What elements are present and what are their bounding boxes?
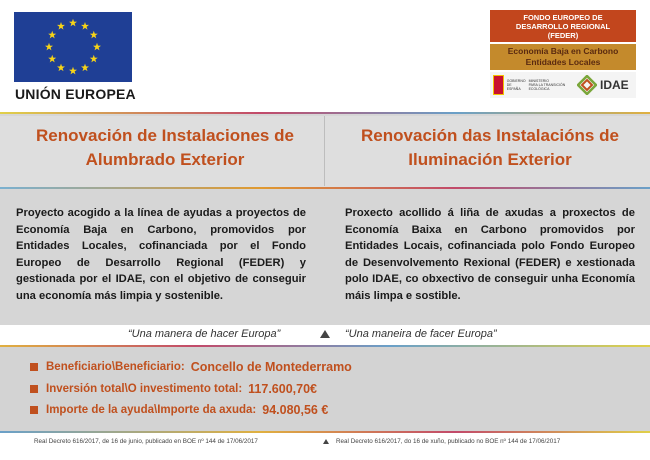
eu-star-icon	[93, 43, 101, 51]
info-row-investment	[30, 382, 317, 396]
gov-text-line: GOBIERNO	[506, 79, 526, 83]
gobierno-logo	[493, 75, 571, 95]
eu-star-icon	[57, 22, 65, 30]
color-rule	[0, 112, 650, 114]
feder-line: DESARROLLO REGIONAL	[515, 21, 611, 31]
column-divider	[324, 116, 325, 186]
info-row-beneficiary	[30, 360, 352, 374]
title-gl	[335, 124, 645, 172]
color-rule	[0, 187, 650, 189]
info-value: Concello de Montederramo	[190, 360, 352, 374]
gov-text-line: DE ESPAÑA	[506, 83, 521, 91]
feder-line: (FEDER)	[547, 30, 579, 40]
eu-star-icon	[57, 64, 65, 72]
body-es: Proyecto acogido a la línea de ayudas a proyectos de Economía Baja en Carbono, promovidos por Entidades Locales, cofinanciada por el Fondo Europeo de Desarrollo Regional (FEDER) y gestionada por el IDAE, con el objetivo de conseguir una economía más limpia y sostenible.	[16, 207, 306, 302]
info-row-aid	[30, 403, 328, 417]
logos-strip	[490, 72, 636, 98]
gobierno-text	[507, 79, 526, 91]
program-line: Economía Baja en Carbono	[507, 46, 619, 56]
title-line: Alumbrado Exterior	[85, 150, 245, 169]
triangle-icon	[323, 439, 329, 444]
title-line: Iluminación Exterior	[408, 150, 572, 169]
feder-badge	[490, 10, 636, 42]
info-label: Importe de la ayuda\Importe da axuda:	[46, 404, 257, 416]
idae-label: IDAE	[600, 78, 629, 92]
info-value: 117.600,70€	[248, 382, 317, 396]
info-label: Inversión total\O investimento total:	[46, 383, 243, 395]
eu-flag-icon	[14, 12, 132, 82]
eu-star-icon	[90, 55, 98, 63]
square-bullet-icon	[30, 385, 38, 393]
eu-star-icon	[48, 55, 56, 63]
eu-star-icon	[69, 19, 77, 27]
info-value: 94.080,56 €	[262, 403, 329, 417]
program-badge	[490, 44, 636, 70]
idae-logo	[577, 75, 629, 95]
header	[0, 0, 650, 112]
gov-text-line: MINISTERIO	[528, 79, 550, 83]
square-bullet-icon	[30, 406, 38, 414]
eu-star-icon	[81, 22, 89, 30]
eu-star-icon	[45, 43, 53, 51]
eu-star-icon	[81, 64, 89, 72]
eu-star-icon	[48, 31, 56, 39]
square-bullet-icon	[30, 363, 38, 371]
program-line: Entidades Locales	[525, 57, 601, 67]
slogan-es: “Una manera de hacer Europa”	[128, 328, 281, 340]
eu-star-icon	[69, 67, 77, 75]
triangle-icon	[320, 330, 330, 338]
info-label: Beneficiario\Beneficiario:	[46, 361, 185, 373]
ministerio-text	[529, 79, 571, 91]
footer-es: Real Decreto 616/2017, de 16 de junio, publicado en BOE nº 144 de 17/06/2017	[34, 438, 258, 445]
slogan-gl: “Una maneira de facer Europa”	[345, 328, 497, 340]
title-line: Renovación das Instalacións de	[361, 126, 619, 145]
feder-line: FONDO EUROPEO DE	[523, 12, 603, 22]
spain-shield-icon	[493, 75, 504, 95]
title-es	[10, 124, 320, 172]
body-gl: Proxecto acollido á liña de axudas a proxectos de Economía Baixa en Carbono promovidos por Entidades Locais, cofinanciada polo Fondo Europeo de Desenvolvemento Rexional (FEDER) e xestionada polo IDAE, co obxectivo de conseguir unha Economía máis limpa e sostible.	[345, 207, 635, 302]
title-line: Renovación de Instalaciones de	[36, 126, 294, 145]
gov-text-line: PARA LA TRANSICIÓN ECOLÓGICA	[528, 83, 566, 91]
footer-gl: Real Decreto 616/2017, do 16 de xuño, publicado no BOE nº 144 de 17/06/2017	[336, 438, 561, 445]
eu-star-icon	[90, 31, 98, 39]
eu-label: UNIÓN EUROPEA	[15, 86, 136, 102]
idae-mark-icon	[577, 75, 597, 95]
